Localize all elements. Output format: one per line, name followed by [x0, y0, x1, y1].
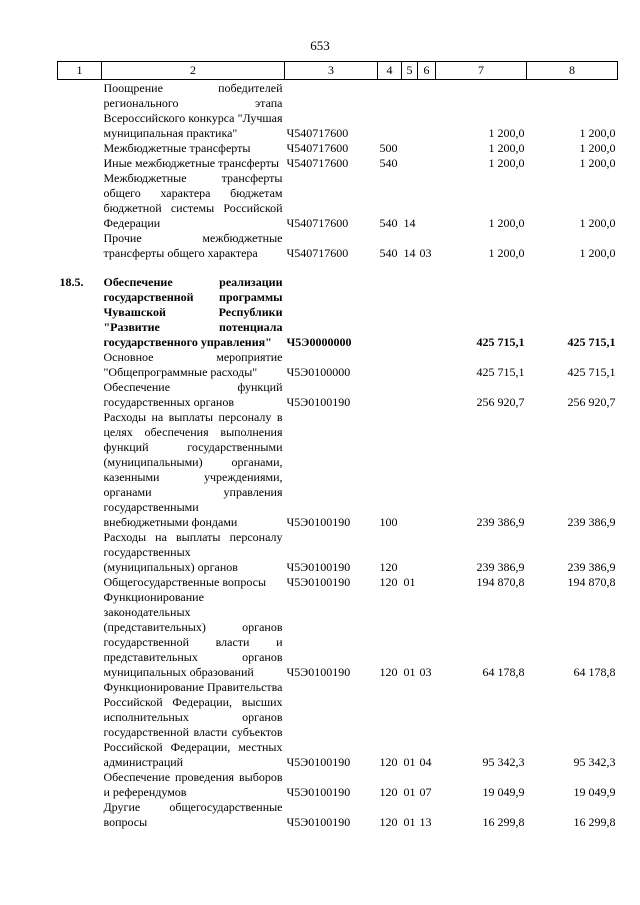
row-code: Ч5Э0100190: [286, 560, 351, 574]
row-expense-type: [378, 380, 402, 410]
row-section: [402, 350, 418, 380]
row-expense-type: 540: [379, 156, 398, 170]
row-name: Обеспечение реализации государственной программы Чувашской Республики "Развитие потенциала государственного управления": [103, 275, 283, 349]
row-subsection: [418, 275, 436, 350]
row-amount-2: 425 715,1: [567, 335, 616, 349]
row-section: [402, 156, 418, 171]
row-amount-2: 1 200,0: [579, 141, 616, 155]
row-subsection: [418, 171, 436, 231]
row-name: Расходы на выплаты персоналу в целях обеспечения выполнения функций государственными (муниципальными) органами, казенными учреждениями, органами управления государственными внебюджетными фондами: [103, 410, 283, 529]
row-name: Межбюджетные трансферты: [103, 141, 251, 155]
table-row: [58, 530, 618, 575]
row-name: Функционирование законодательных (представительных) органов государственной власти и представительных органов муниципальных образований: [103, 590, 283, 679]
table-row: [58, 80, 618, 142]
row-number: [58, 575, 102, 590]
row-expense-type: 120: [379, 575, 398, 589]
row-section: [402, 275, 418, 350]
row-subsection: [418, 156, 436, 171]
row-amount-1: 95 342,3: [482, 755, 525, 769]
row-expense-type: 120: [379, 665, 398, 679]
row-number: [58, 680, 102, 770]
row-amount-2: 16 299,8: [573, 815, 616, 829]
row-amount-1: 256 920,7: [476, 395, 525, 409]
row-subsection: [418, 80, 436, 142]
row-name: Другие общегосударственные вопросы: [103, 800, 283, 829]
row-expense-type: 500: [379, 141, 398, 155]
row-section: 01: [403, 755, 416, 769]
table-row: [58, 380, 618, 410]
row-amount-1: 194 870,8: [476, 575, 525, 589]
row-subsection: 13: [419, 815, 432, 829]
row-amount-2: 1 200,0: [579, 156, 616, 170]
row-amount-1: 19 049,9: [482, 785, 525, 799]
row-section: 01: [403, 785, 416, 799]
column-header: 7: [436, 62, 527, 80]
row-amount-1: 239 386,9: [476, 515, 525, 529]
row-number: 18.5.: [59, 275, 84, 289]
row-amount-1: 64 178,8: [482, 665, 525, 679]
row-code: Ч5Э0100190: [286, 785, 351, 799]
row-section: 14: [403, 246, 416, 260]
row-amount-2: 256 920,7: [567, 395, 616, 409]
row-number: [58, 380, 102, 410]
row-section: [402, 80, 418, 142]
row-amount-2: 1 200,0: [579, 126, 616, 140]
row-amount-1: 239 386,9: [476, 560, 525, 574]
row-name: Расходы на выплаты персоналу государственных (муниципальных) органов: [103, 530, 283, 574]
row-amount-2: 194 870,8: [567, 575, 616, 589]
row-code: Ч5Э0100190: [286, 815, 351, 829]
row-number: [58, 410, 102, 530]
row-expense-type: [378, 275, 402, 350]
row-amount-2: 239 386,9: [567, 560, 616, 574]
table-row: [58, 770, 618, 800]
row-expense-type: 540: [379, 246, 398, 260]
page-number: 653: [310, 38, 330, 53]
row-section: [402, 141, 418, 156]
row-amount-1: 16 299,8: [482, 815, 525, 829]
row-section: 14: [403, 216, 416, 230]
row-code: Ч5Э0000000: [286, 335, 352, 349]
row-number: [58, 171, 102, 231]
row-name: Поощрение победителей регионального этапа Всероссийского конкурса "Лучшая муниципальная практика": [103, 81, 283, 140]
column-header: 6: [418, 62, 436, 80]
row-number: [58, 231, 102, 261]
row-name: Обеспечение функций государственных органов: [103, 380, 283, 409]
row-number: [58, 350, 102, 380]
row-expense-type: [378, 350, 402, 380]
column-header: 2: [102, 62, 285, 80]
row-amount-2: 95 342,3: [573, 755, 616, 769]
row-amount-1: 1 200,0: [488, 126, 525, 140]
row-subsection: [418, 410, 436, 530]
row-subsection: 03: [419, 246, 432, 260]
row-amount-1: 1 200,0: [488, 246, 525, 260]
row-code: Ч5Э0100190: [286, 395, 351, 409]
row-expense-type: 120: [379, 815, 398, 829]
row-code: Ч540717600: [286, 156, 349, 170]
row-section: 01: [403, 665, 416, 679]
column-header: 4: [378, 62, 402, 80]
table-row: [58, 410, 618, 530]
table-row: [58, 800, 618, 830]
row-expense-type: [378, 80, 402, 142]
column-header: 5: [402, 62, 418, 80]
row-name: Иные межбюджетные трансферты: [103, 156, 279, 170]
row-section: 01: [403, 575, 416, 589]
table-row: [58, 590, 618, 680]
row-expense-type: 120: [379, 785, 398, 799]
row-section: [402, 380, 418, 410]
column-header: 3: [285, 62, 378, 80]
row-number: [58, 141, 102, 156]
row-subsection: 04: [419, 755, 432, 769]
table-body: [58, 80, 618, 831]
table-row: [58, 275, 618, 350]
row-name: Функционирование Правительства Российской Федерации, высших исполнительных органов государственной власти субъектов Российской Федерации, местных администраций: [103, 680, 283, 769]
row-amount-2: 425 715,1: [567, 365, 616, 379]
row-amount-1: 425 715,1: [476, 365, 525, 379]
row-code: Ч540717600: [286, 216, 349, 230]
row-subsection: [418, 141, 436, 156]
row-section: [402, 410, 418, 530]
row-number: [58, 800, 102, 830]
row-number: [58, 590, 102, 680]
row-code: Ч5Э0100190: [286, 575, 351, 589]
column-header: 8: [527, 62, 618, 80]
row-expense-type: 540: [379, 216, 398, 230]
row-name: Межбюджетные трансферты общего характера бюджетам бюджетной системы Российской Федерации: [103, 171, 283, 230]
row-name: Общегосударственные вопросы: [103, 575, 267, 589]
row-number: [58, 770, 102, 800]
row-amount-1: 1 200,0: [488, 141, 525, 155]
row-code: Ч5Э0100190: [286, 665, 351, 679]
table-row: [58, 156, 618, 171]
row-code: Ч5Э0100190: [286, 755, 351, 769]
row-subsection: [418, 350, 436, 380]
row-amount-2: 1 200,0: [579, 246, 616, 260]
row-number: [58, 80, 102, 142]
row-subsection: 07: [419, 785, 432, 799]
row-amount-2: 19 049,9: [573, 785, 616, 799]
spacer-row: [58, 261, 618, 275]
row-number: [58, 530, 102, 575]
row-code: Ч540717600: [286, 141, 349, 155]
row-name: Прочие межбюджетные трансферты общего характера: [103, 231, 283, 260]
table-row: [58, 231, 618, 261]
row-amount-1: 1 200,0: [488, 156, 525, 170]
column-header: 1: [58, 62, 102, 80]
row-amount-1: 1 200,0: [488, 216, 525, 230]
row-section: 01: [403, 815, 416, 829]
row-amount-2: 64 178,8: [573, 665, 616, 679]
row-subsection: [418, 530, 436, 575]
row-amount-1: 425 715,1: [476, 335, 525, 349]
row-code: Ч5Э0100000: [286, 365, 351, 379]
header-row: [58, 62, 618, 80]
row-name: Обеспечение проведения выборов и референдумов: [103, 770, 283, 799]
row-number: [58, 156, 102, 171]
row-section: [402, 530, 418, 575]
table-row: [58, 680, 618, 770]
row-name: Основное мероприятие "Общепрограммные расходы": [103, 350, 283, 379]
row-expense-type: 120: [379, 560, 398, 574]
row-amount-2: 239 386,9: [567, 515, 616, 529]
row-subsection: [418, 575, 436, 590]
row-expense-type: 120: [379, 755, 398, 769]
budget-table: [57, 61, 618, 830]
row-code: Ч540717600: [286, 246, 349, 260]
row-subsection: [418, 380, 436, 410]
row-expense-type: 100: [379, 515, 398, 529]
table-row: [58, 575, 618, 590]
row-code: Ч540717600: [286, 126, 349, 140]
row-code: Ч5Э0100190: [286, 515, 351, 529]
row-subsection: 03: [419, 665, 432, 679]
table-row: [58, 350, 618, 380]
table-row: [58, 141, 618, 156]
table-row: [58, 171, 618, 231]
row-amount-2: 1 200,0: [579, 216, 616, 230]
